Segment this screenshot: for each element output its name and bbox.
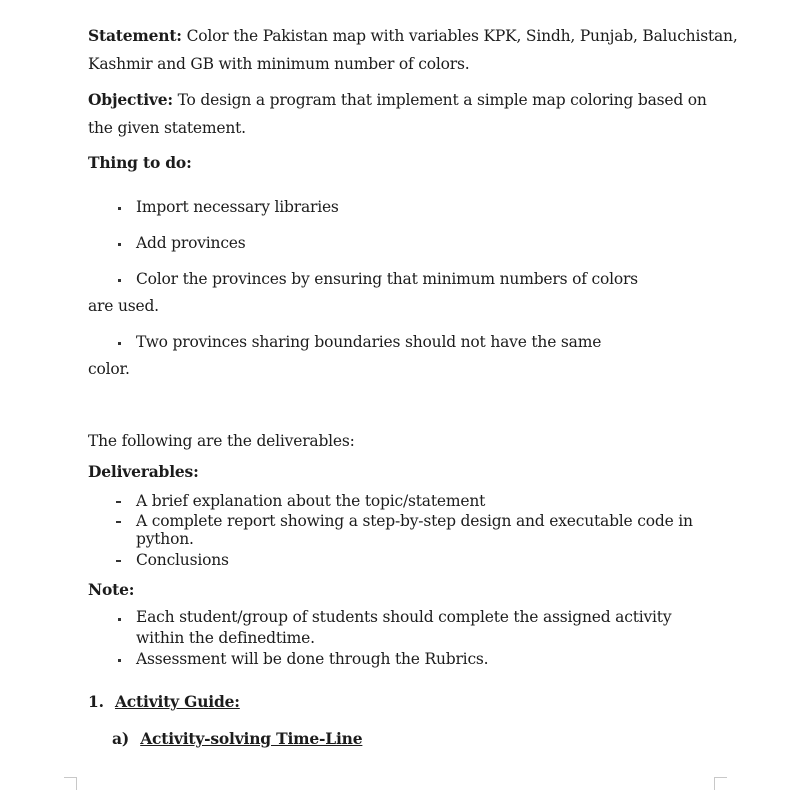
bullet-icon bbox=[118, 243, 121, 246]
margin-corner-mark-right bbox=[714, 777, 727, 790]
bullet-icon bbox=[118, 279, 121, 282]
note-item-1-continued: within the definedtime. bbox=[136, 629, 315, 647]
things-to-do-heading: Thing to do: bbox=[88, 153, 192, 172]
activity-guide-number: 1. bbox=[88, 692, 104, 711]
note-item-2: Assessment will be done through the Rubrics. bbox=[136, 650, 489, 668]
deliverable-item-2: A complete report showing a step-by-step design and executable code in bbox=[136, 512, 693, 530]
objective-line-1 bbox=[88, 90, 707, 110]
deliverables-heading: Deliverables: bbox=[88, 462, 199, 481]
dash-bullet-icon bbox=[116, 560, 121, 562]
todo-item-4-continued: color. bbox=[88, 360, 130, 378]
deliverable-item-1: A brief explanation about the topic/statement bbox=[136, 492, 486, 510]
todo-item-4: Two provinces sharing boundaries should not have the same bbox=[136, 333, 602, 351]
margin-corner-mark-left bbox=[64, 777, 77, 790]
todo-item-1: Import necessary libraries bbox=[136, 198, 339, 216]
bullet-icon bbox=[118, 618, 121, 621]
note-heading: Note: bbox=[88, 580, 135, 599]
activity-sub-title: Activity-solving Time-Line bbox=[140, 729, 363, 748]
activity-sub-letter: a) bbox=[112, 729, 129, 748]
activity-guide-title: Activity Guide: bbox=[114, 692, 240, 711]
statement-text: Color the Pakistan map with variables KPK, Sindh, Punjab, Baluchistan, bbox=[186, 27, 738, 45]
bullet-icon bbox=[118, 659, 121, 662]
deliverable-item-2-continued: python. bbox=[136, 530, 194, 548]
statement-label: Statement: bbox=[88, 26, 182, 45]
objective-text: To design a program that implement a simple map coloring based on bbox=[177, 91, 707, 109]
activity-guide-heading bbox=[88, 692, 240, 712]
bullet-icon bbox=[118, 342, 121, 345]
deliverable-item-3: Conclusions bbox=[136, 551, 229, 569]
bullet-icon bbox=[118, 207, 121, 210]
todo-item-2: Add provinces bbox=[136, 234, 246, 252]
todo-item-3-continued: are used. bbox=[88, 297, 159, 315]
deliverables-intro: The following are the deliverables: bbox=[88, 432, 355, 450]
statement-line-1 bbox=[88, 26, 738, 46]
objective-label: Objective: bbox=[88, 90, 173, 109]
note-item-1: Each student/group of students should complete the assigned activity bbox=[136, 608, 672, 626]
dash-bullet-icon bbox=[116, 521, 121, 523]
activity-subheading bbox=[112, 729, 362, 749]
statement-line-2: Kashmir and GB with minimum number of colors. bbox=[88, 55, 470, 73]
todo-item-3: Color the provinces by ensuring that minimum numbers of colors bbox=[136, 270, 638, 288]
dash-bullet-icon bbox=[116, 501, 121, 503]
objective-line-2: the given statement. bbox=[88, 119, 246, 137]
